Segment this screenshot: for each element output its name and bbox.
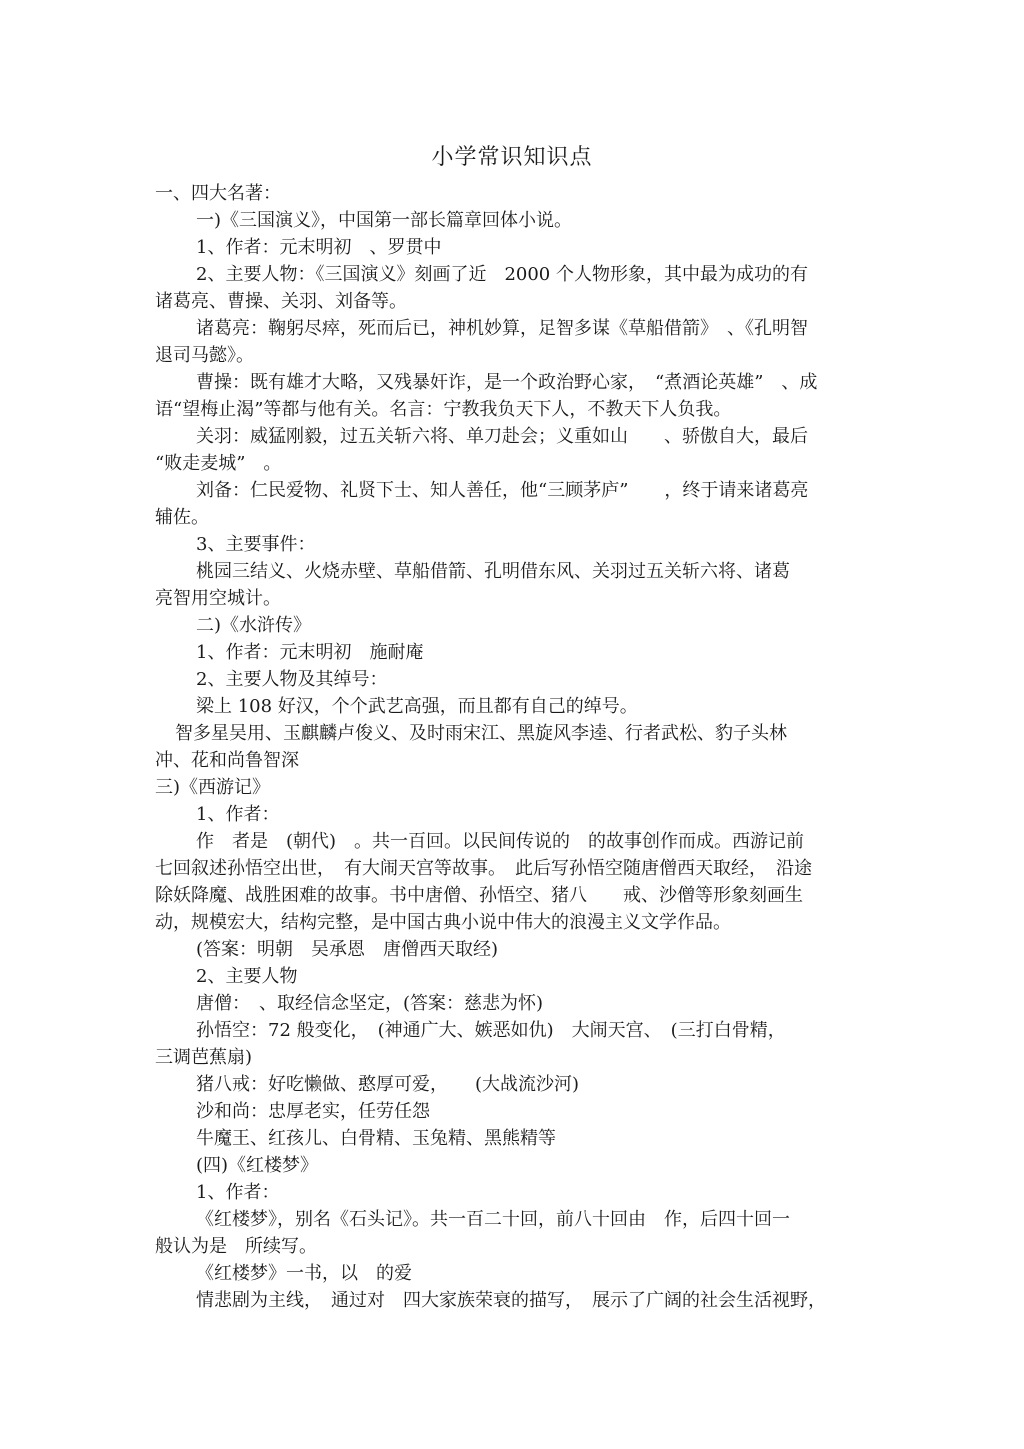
text-line: 唐僧： 、取经信念坚定，(答案：慈悲为怀)	[196, 993, 544, 1014]
text-line: (答案：明朝 吴承恩 唐僧西天取经)	[196, 939, 499, 960]
text-line: 语“望梅止渴”等都与他有关。名言：宁教我负天下人，不教天下人负我。	[155, 399, 732, 420]
text-line: 《红楼梦》，别名《石头记》。共一百二十回，前八十回由 作，后四十回一	[196, 1209, 790, 1230]
text-line: 沙和尚：忠厚老实，任劳任怨	[196, 1101, 430, 1122]
text-line: 曹操：既有雄才大略，又残暴奸诈，是一个政治野心家， “煮酒论英雄” 、成	[196, 372, 818, 393]
page-title: 小学常识知识点	[431, 145, 593, 170]
text-line: 七回叙述孙悟空出世， 有大闹天宫等故事。 此后写孙悟空随唐僧西天取经， 沿途	[155, 858, 812, 879]
text-line: 梁上 108 好汉，个个武艺高强，而且都有自己的绰号。	[196, 696, 638, 717]
text-line: 三调芭蕉扇)	[155, 1047, 253, 1068]
text-line: 一)《三国演义》，中国第一部长篇章回体小说。	[196, 210, 573, 231]
text-line: 关羽：威猛刚毅，过五关斩六将、单刀赴会；义重如山 、骄傲自大，最后	[196, 426, 808, 447]
text-line: 孙悟空：72 般变化， (神通广大、嫉恶如仇) 大闹天宫、 (三打白骨精，	[196, 1020, 786, 1041]
text-line: 2、主要人物：《三国演义》刻画了近 2000 个人物形象，其中最为成功的有	[196, 264, 808, 285]
text-line: 1、作者：元末明初 施耐庵	[196, 642, 424, 663]
text-line: 牛魔王、红孩儿、白骨精、玉兔精、黑熊精等	[196, 1128, 556, 1149]
text-line: 2、主要人物	[196, 966, 298, 987]
text-line: 猪八戒：好吃懒做、憨厚可爱， (大战流沙河)	[196, 1074, 580, 1095]
text-line: 一、四大名著：	[155, 183, 281, 204]
text-line: 辅佐。	[155, 507, 209, 528]
text-line: “败走麦城” 。	[155, 453, 282, 474]
text-line: 2、主要人物及其绰号：	[196, 669, 388, 690]
text-line: 动，规模宏大，结构完整，是中国古典小说中伟大的浪漫主义文学作品。	[155, 912, 731, 933]
text-line: (四)《红楼梦》	[196, 1155, 319, 1176]
text-line: 1、作者：	[196, 804, 280, 825]
text-line: 般认为是 所续写。	[155, 1236, 317, 1257]
text-line: 诸葛亮：鞠躬尽瘁，死而后已，神机妙算，足智多谋《草船借箭》 、《孔明智	[196, 318, 808, 339]
text-line: 1、作者：元末明初 、罗贯中	[196, 237, 442, 258]
text-line: 情悲剧为主线， 通过对 四大家族荣衰的描写， 展示了广阔的社会生活视野，	[196, 1290, 826, 1311]
text-line: 《红楼梦》一书，以 的爱	[196, 1263, 412, 1284]
text-line: 二)《水浒传》	[196, 615, 312, 636]
text-line: 智多星吴用、玉麒麟卢俊义、及时雨宋江、黑旋风李逵、行者武松、豹子头林	[175, 723, 787, 744]
text-line: 退司马懿》。	[155, 345, 254, 366]
text-line: 刘备：仁民爱物、礼贤下士、知人善任，他“三顾茅庐” ，终于请来诸葛亮	[196, 480, 809, 501]
text-line: 亮智用空城计。	[155, 588, 281, 609]
text-line: 冲、花和尚鲁智深	[155, 750, 299, 771]
text-line: 桃园三结义、火烧赤壁、草船借箭、孔明借东风、关羽过五关斩六将、诸葛	[196, 561, 790, 582]
text-line: 作 者是 (朝代) 。共一百回。以民间传说的 的故事创作而成。西游记前	[196, 831, 805, 852]
text-line: 3、主要事件：	[196, 534, 316, 555]
text-line: 除妖降魔、战胜困难的故事。书中唐僧、孙悟空、猪八 戒、沙僧等形象刻画生	[155, 885, 803, 906]
text-line: 诸葛亮、曹操、关羽、刘备等。	[155, 291, 407, 312]
text-line: 1、作者：	[196, 1182, 280, 1203]
text-line: 三)《西游记》	[155, 777, 271, 798]
